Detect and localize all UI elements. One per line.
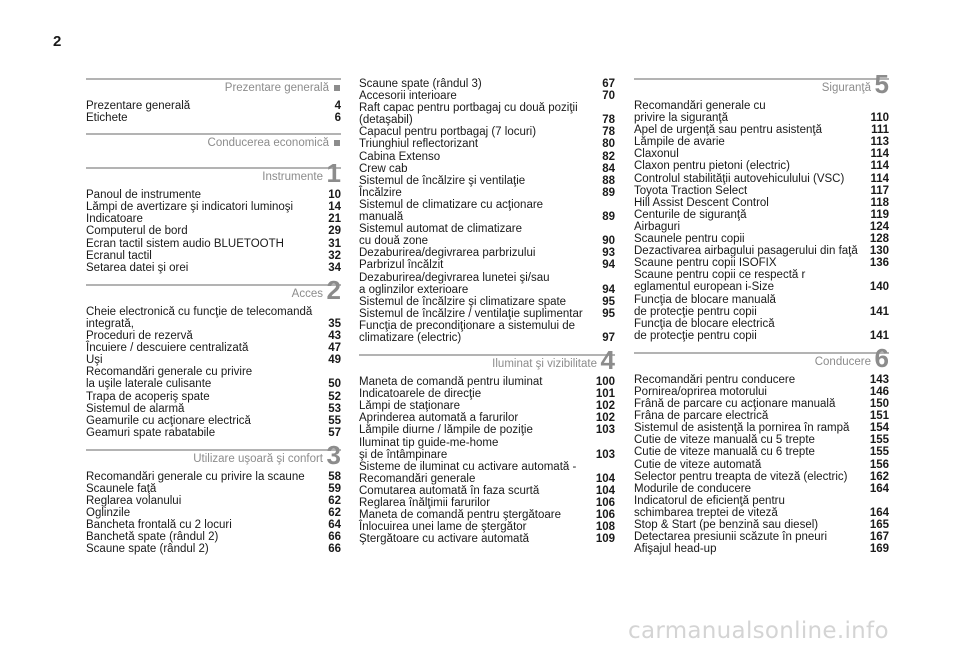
toc-entry-page: 114	[870, 148, 889, 161]
toc-entry[interactable]	[86, 238, 341, 250]
toc-entry-page: 78	[602, 126, 615, 139]
toc-entry-title: Centurile de siguranţă	[634, 208, 747, 221]
toc-entry-page: 6	[334, 112, 341, 125]
toc-entry-title: Toyota Traction Select	[634, 184, 748, 197]
toc-entry[interactable]	[86, 262, 341, 274]
toc-entry[interactable]	[634, 471, 889, 483]
toc-entry-title: Scaune pentru copii ISOFIX	[634, 257, 777, 270]
section-title: Siguranţă	[821, 82, 871, 94]
toc-entry-page: 32	[328, 249, 341, 262]
toc-entry[interactable]	[86, 201, 341, 213]
toc-entry-page: 49	[328, 354, 341, 367]
toc-entry-page: 156	[869, 458, 889, 471]
toc-entry[interactable]	[634, 124, 889, 136]
toc-entry-title: Geamuri spate rabatabile	[86, 426, 216, 439]
toc-list	[86, 100, 341, 124]
toc-entry-page: 70	[602, 90, 615, 103]
toc-entry-page: 62	[328, 495, 341, 508]
toc-entry[interactable]	[359, 259, 615, 271]
toc-entry[interactable]	[634, 209, 889, 221]
toc-entry[interactable]	[359, 163, 615, 175]
toc-entry-title: Uşi	[86, 354, 103, 367]
toc-entry-title: Computerul de bord	[86, 225, 188, 238]
toc-entry[interactable]	[634, 245, 889, 257]
toc-entry-title: Cutie de viteze manuală cu 5 trepte	[634, 434, 815, 447]
toc-entry[interactable]	[359, 424, 615, 436]
toc-entry-page: 169	[869, 543, 889, 556]
toc-entry[interactable]	[634, 531, 889, 543]
section-title: Acces	[291, 287, 323, 300]
toc-entry-page: 155	[869, 446, 889, 459]
section-number: 4	[600, 345, 615, 376]
toc-entry-page: 104	[595, 472, 615, 485]
toc-entry[interactable]	[86, 507, 341, 519]
toc-entry[interactable]	[359, 497, 615, 509]
toc-entry-title: Proceduri de rezervă	[86, 330, 193, 343]
toc-entry-page: 100	[595, 376, 615, 389]
toc-entry-page: 103	[595, 424, 615, 437]
toc-entry[interactable]	[359, 376, 615, 388]
toc-entry-page: 167	[869, 531, 889, 544]
toc-entry[interactable]	[86, 189, 341, 201]
toc-entry-title: Dezaburirea/degivrarea lunetei şi/sau a oglinzilor exterioare	[359, 271, 550, 296]
toc-entry[interactable]	[634, 410, 889, 422]
toc-entry-title: Setarea datei şi orei	[86, 261, 189, 274]
toc-entry[interactable]	[634, 386, 889, 398]
toc-entry-title: Scaune spate (rândul 3)	[359, 78, 482, 90]
toc-entry[interactable]	[359, 247, 615, 259]
toc-entry-title: Lămpile diurne / lămpile de poziţie	[359, 424, 533, 437]
toc-entry[interactable]	[86, 366, 341, 390]
toc-entry-title: Comutarea automată în faza scurtă	[359, 484, 540, 497]
toc-entry-page: 21	[328, 213, 341, 226]
toc-entry-page: 128	[869, 233, 889, 246]
toc-entry-title: Sistemul de climatizare cu acţionare manuală	[359, 198, 544, 224]
toc-entry-title: Maneta de comandă pentru ştergătoare	[359, 509, 562, 522]
toc-entry-title: Scaunele faţă	[86, 482, 157, 495]
toc-entry-title: Sistemul automat de climatizare cu două zone	[359, 223, 522, 248]
toc-entry[interactable]	[359, 308, 615, 320]
toc-entry-page: 57	[328, 426, 341, 439]
section-header	[359, 345, 615, 376]
toc-entry[interactable]	[86, 213, 341, 225]
toc-entry-title: Selector pentru treapta de viteză (electric)	[634, 470, 848, 483]
toc-entry[interactable]	[359, 199, 615, 223]
toc-entry-page: 89	[602, 211, 615, 224]
toc-section	[634, 69, 889, 342]
toc-entry-title: Scaunele pentru copii	[634, 233, 745, 246]
toc-entry[interactable]	[86, 415, 341, 427]
toc-entry-page: 14	[328, 201, 341, 214]
toc-entry[interactable]	[634, 269, 889, 293]
toc-entry-title: Recomandări pentru conducere	[634, 373, 796, 386]
toc-entry-page: 50	[328, 378, 341, 391]
toc-entry-page: 109	[595, 533, 615, 546]
toc-entry[interactable]	[359, 412, 615, 424]
toc-entry-title: Sistemul de încălzire / ventilaţie suplimentar	[359, 307, 583, 320]
toc-entry-title: Capacul pentru portbagaj (7 locuri)	[359, 126, 537, 139]
toc-entry-page: 114	[870, 160, 889, 173]
toc-entry[interactable]	[634, 398, 889, 410]
toc-entry[interactable]	[634, 221, 889, 233]
toc-section	[359, 345, 615, 546]
toc-entry-title: Lămpi de avertizare şi indicatori luminoşi	[86, 201, 294, 214]
toc-entry-title: Scaune pentru copii ce respectă r eglamentul european i-Size	[634, 269, 806, 294]
toc-entry[interactable]	[634, 197, 889, 209]
toc-entry[interactable]	[86, 543, 341, 555]
toc-entry[interactable]	[359, 272, 615, 296]
toc-entry-title: Ecranul tactil	[86, 249, 152, 262]
section-title: Prezentare generală	[224, 82, 329, 94]
toc-section	[634, 342, 889, 556]
toc-entry-page: 154	[869, 422, 889, 435]
toc-entry-title: Afişajul head-up	[634, 543, 717, 556]
toc-entry-page: 114	[870, 172, 889, 185]
toc-section	[86, 78, 341, 124]
toc-entry-page: 84	[602, 162, 615, 175]
toc-entry-page: 106	[595, 497, 615, 509]
toc-entry-title: Cutie de viteze manuală cu 6 trepte	[634, 446, 815, 459]
toc-entry[interactable]	[634, 446, 889, 458]
toc-entry[interactable]	[359, 175, 615, 187]
toc-entry-title: Parbrizul încălzit	[359, 259, 444, 272]
section-header	[86, 78, 341, 100]
toc-entry-title: Maneta de comandă pentru iluminat	[359, 376, 543, 389]
toc-entry-page: 55	[328, 414, 341, 427]
toc-entry-page: 146	[869, 385, 889, 398]
toc-entry[interactable]	[634, 374, 889, 386]
toc-list	[86, 306, 341, 439]
toc-entry-page: 110	[870, 112, 889, 125]
toc-entry[interactable]	[359, 151, 615, 163]
toc-entry-title: Prezentare generală	[86, 100, 191, 112]
toc-entry[interactable]	[86, 403, 341, 415]
toc-entry-title: Raft capac pentru portbagaj cu două poziţii (detaşabil)	[359, 102, 578, 127]
toc-entry-title: Lămpi de staţionare	[359, 400, 461, 413]
section-number: 2	[326, 274, 341, 305]
toc-entry-page: 31	[328, 237, 341, 250]
toc-entry-page: 78	[602, 114, 615, 127]
toc-entry-title: Trapa de acoperiş spate	[86, 390, 210, 403]
toc-entry-page: 35	[328, 317, 341, 330]
toc-entry[interactable]	[359, 521, 615, 533]
toc-entry-title: Accesorii interioare	[359, 90, 457, 103]
toc-entry-title: Crew cab	[359, 162, 408, 175]
toc-entry[interactable]	[634, 519, 889, 531]
toc-entry-title: Cutie de viteze automată	[634, 458, 762, 471]
toc-entry[interactable]	[634, 495, 889, 519]
toc-entry[interactable]	[359, 126, 615, 138]
toc-entry-page: 90	[602, 235, 615, 248]
toc-entry[interactable]	[359, 533, 615, 545]
toc-entry[interactable]	[359, 320, 615, 344]
toc-entry-title: Sistemul de asistenţă la pornirea în rampă	[634, 422, 850, 435]
toc-entry[interactable]	[86, 342, 341, 354]
toc-entry[interactable]	[86, 495, 341, 507]
toc-entry-title: Frâna de parcare electrică	[634, 410, 769, 423]
toc-entry-title: Panoul de instrumente	[86, 189, 202, 202]
section-square-icon	[334, 85, 340, 91]
toc-entry-title: Ştergătoare cu activare automată	[359, 533, 530, 546]
toc-entry-page: 165	[869, 519, 889, 531]
toc-entry[interactable]	[86, 330, 341, 342]
toc-entry-title: Sisteme de iluminat cu activare automată - Recomandări generale	[359, 460, 577, 485]
toc-entry-page: 117	[870, 184, 889, 197]
toc-entry-page: 82	[602, 150, 615, 163]
toc-entry-page: 102	[595, 412, 615, 425]
section-title: Conducere	[814, 355, 871, 368]
section-header	[634, 342, 889, 374]
toc-entry[interactable]	[359, 90, 615, 102]
toc-entry-page: 97	[602, 331, 615, 344]
toc-entry-title: Detectarea presiunii scăzute în pneuri	[634, 531, 828, 544]
toc-entry[interactable]	[359, 102, 615, 126]
toc-entry-page: 66	[328, 531, 341, 544]
toc-entry-title: Sistemul de încălzire şi climatizare spate	[359, 295, 567, 308]
toc-entry-page: 52	[328, 390, 341, 403]
toc-entry-page: 141	[869, 329, 889, 342]
toc-entry[interactable]	[634, 543, 889, 555]
toc-entry[interactable]	[359, 223, 615, 247]
toc-entry-page: 62	[328, 507, 341, 520]
toc-entry[interactable]	[359, 461, 615, 485]
toc-entry[interactable]	[359, 187, 615, 199]
toc-entry-title: Indicatoarele de direcţie	[359, 388, 482, 401]
toc-column-1	[86, 78, 341, 556]
toc-entry[interactable]	[359, 296, 615, 308]
watermark: carmanualsonline.info	[628, 618, 889, 644]
toc-entry[interactable]	[634, 257, 889, 269]
toc-entry[interactable]	[86, 250, 341, 262]
section-header	[86, 158, 341, 189]
toc-entry-page: 118	[870, 196, 889, 209]
toc-entry[interactable]	[359, 437, 615, 461]
toc-entry-title: Reglarea volanului	[86, 495, 182, 508]
toc-entry[interactable]	[86, 306, 341, 330]
toc-entry-page: 4	[334, 100, 341, 112]
toc-entry-page: 64	[328, 519, 341, 532]
toc-entry-title: Sistemul de alarmă	[86, 402, 185, 415]
toc-entry-title: Funcţia de blocare manuală de protecţie pentru copii	[634, 293, 776, 318]
toc-entry-page: 94	[602, 259, 615, 272]
toc-entry[interactable]	[359, 400, 615, 412]
toc-entry-title: Frână de parcare cu acţionare manuală	[634, 398, 836, 411]
toc-entry-page: 140	[869, 281, 889, 294]
toc-entry-title: Recomandări generale cu privire la scaune	[86, 470, 305, 483]
toc-entry-title: Funcţia de precondiţionare a sistemului de climatizare (electric)	[359, 319, 576, 344]
toc-entry-page: 143	[869, 373, 889, 386]
toc-entry-title: Controlul stabilităţii autovehiculului (VSC)	[634, 172, 845, 185]
toc-entry[interactable]	[634, 459, 889, 471]
page-number: 2	[53, 33, 62, 50]
toc-entry-title: Indicatorul de eficienţă pentru schimbarea treptei de viteză	[634, 494, 785, 519]
toc-entry-page: 67	[602, 78, 615, 90]
toc-entry-page: 124	[869, 220, 889, 233]
toc-entry[interactable]	[359, 509, 615, 521]
toc-entry-title: Cheie electronică cu funcţie de telecomandă integrată,	[86, 305, 313, 330]
toc-entry-title: Geamurile cu acţionare electrică	[86, 414, 251, 427]
toc-entry-title: Oglinzile	[86, 507, 131, 520]
toc-entry[interactable]	[86, 427, 341, 439]
toc-entry-title: Recomandări generale cu privire la siguranţă	[634, 100, 766, 125]
toc-entry-title: Ecran tactil sistem audio BLUETOOTH	[86, 237, 284, 250]
toc-entry[interactable]	[634, 160, 889, 172]
section-header	[86, 274, 341, 306]
toc-entry-title: Iluminat tip guide-me-home şi de întâmpinare	[359, 436, 499, 461]
toc-entry[interactable]	[86, 112, 341, 124]
toc-entry[interactable]	[359, 138, 615, 150]
section-title: Utilizare uşoară şi confort	[193, 452, 323, 465]
toc-entry[interactable]	[634, 173, 889, 185]
toc-entry-page: 34	[328, 261, 341, 274]
toc-entry-page: 10	[328, 189, 341, 202]
toc-entry-title: Încălzire	[359, 186, 402, 199]
toc-entry-title: Hill Assist Descent Control	[634, 196, 769, 209]
toc-list	[359, 376, 615, 545]
toc-entry[interactable]	[86, 519, 341, 531]
toc-entry-title: Sistemul de încălzire şi ventilaţie	[359, 174, 526, 187]
toc-entry-page: 95	[602, 307, 615, 320]
section-number: 5	[874, 69, 889, 99]
toc-entry-page: 164	[869, 482, 889, 495]
section-header	[634, 69, 889, 100]
toc-entry-page: 58	[328, 470, 341, 483]
toc-entry[interactable]	[86, 531, 341, 543]
toc-entry-page: 59	[328, 482, 341, 495]
toc-entry-page: 93	[602, 247, 615, 260]
toc-entry-title: Indicatoare	[86, 213, 143, 226]
toc-entry[interactable]	[86, 225, 341, 237]
section-header	[86, 133, 341, 155]
toc-entry[interactable]	[634, 136, 889, 148]
toc-section	[86, 133, 341, 155]
toc-entry-title: Banchetă spate (rândul 2)	[86, 531, 219, 544]
toc-entry[interactable]	[634, 294, 889, 318]
toc-entry[interactable]	[359, 78, 615, 90]
toc-entry[interactable]	[634, 100, 889, 124]
toc-entry-title: Cabina Extenso	[359, 150, 441, 163]
toc-entry-page: 141	[869, 305, 889, 318]
toc-entry-page: 136	[869, 257, 889, 270]
toc-section	[359, 78, 615, 344]
section-number: 6	[874, 342, 889, 373]
toc-entry[interactable]	[86, 354, 341, 366]
toc-entry[interactable]	[86, 100, 341, 112]
toc-entry-title: Încuiere / descuiere centralizată	[86, 342, 249, 355]
toc-entry-page: 89	[602, 186, 615, 199]
toc-entry[interactable]	[634, 185, 889, 197]
toc-section	[86, 158, 341, 274]
toc-entry[interactable]	[86, 483, 341, 495]
toc-entry-page: 103	[595, 448, 615, 461]
toc-entry-page: 88	[602, 174, 615, 187]
toc-entry-title: Triunghiul reflectorizant	[359, 138, 479, 151]
toc-entry[interactable]	[634, 318, 889, 342]
toc-entry-page: 162	[869, 470, 889, 483]
toc-entry[interactable]	[634, 148, 889, 160]
toc-entry-page: 47	[328, 342, 341, 355]
toc-entry-title: Dezaburirea/degivrarea parbrizului	[359, 247, 536, 260]
section-title: Instrumente	[262, 171, 323, 184]
toc-entry-title: Dezactivarea airbagului pasagerului din faţă	[634, 245, 858, 258]
toc-entry-title: Scaune spate (rândul 2)	[86, 543, 209, 556]
toc-entry-page: 53	[328, 402, 341, 415]
toc-entry-page: 106	[595, 509, 615, 522]
toc-entry-title: Aprinderea automată a farurilor	[359, 412, 519, 425]
section-header	[86, 439, 341, 471]
toc-entry[interactable]	[634, 233, 889, 245]
toc-entry-title: Pornirea/oprirea motorului	[634, 385, 767, 398]
toc-entry-page: 150	[869, 398, 889, 411]
toc-entry-page: 164	[869, 506, 889, 519]
toc-entry[interactable]	[86, 471, 341, 483]
section-number: 1	[326, 158, 341, 189]
toc-entry[interactable]	[86, 391, 341, 403]
section-square-icon	[334, 140, 340, 146]
toc-column-2	[359, 78, 615, 545]
toc-entry-page: 113	[870, 136, 889, 149]
toc-entry-title: Înlocuirea unei lame de ştergător	[359, 521, 527, 534]
toc-entry-page: 29	[328, 225, 341, 238]
toc-entry-title: Stop & Start (pe benzină sau diesel)	[634, 519, 819, 531]
toc-entry-page: 102	[595, 400, 615, 413]
section-title: Iluminat şi vizibilitate	[492, 358, 597, 371]
toc-entry-page: 108	[595, 521, 615, 534]
toc-column-3	[634, 69, 889, 556]
toc-list	[634, 374, 889, 555]
section-number: 3	[326, 439, 341, 470]
toc-entry-page: 104	[595, 484, 615, 497]
toc-entry[interactable]	[634, 434, 889, 446]
toc-entry-title: Apel de urgenţă sau pentru asistenţă	[634, 124, 822, 137]
toc-entry-title: Etichete	[86, 112, 128, 125]
toc-entry-page: 80	[602, 138, 615, 151]
toc-list	[359, 78, 615, 344]
toc-entry[interactable]	[634, 483, 889, 495]
toc-entry-page: 119	[870, 208, 889, 221]
toc-entry-title: Funcţia de blocare electrică de protecţie pentru copii	[634, 317, 775, 342]
toc-entry-title: Modurile de conducere	[634, 482, 751, 495]
toc-entry-page: 94	[602, 283, 615, 296]
toc-entry-title: Airbaguri	[634, 220, 681, 233]
toc-section	[86, 439, 341, 556]
toc-entry-page: 95	[602, 295, 615, 308]
toc-entry-title: Reglarea înălţimii farurilor	[359, 497, 491, 509]
toc-section	[86, 274, 341, 439]
toc-entry-page: 43	[328, 330, 341, 343]
toc-list	[86, 189, 341, 274]
section-title: Conducerea economică	[207, 137, 329, 150]
toc-entry[interactable]	[359, 485, 615, 497]
toc-entry-page: 111	[871, 124, 889, 137]
toc-entry-title: Bancheta frontală cu 2 locuri	[86, 519, 232, 532]
toc-entry-page: 130	[869, 245, 889, 258]
toc-entry-page: 66	[328, 543, 341, 556]
toc-entry-title: Recomandări generale cu privire la uşile laterale culisante	[86, 366, 253, 391]
toc-entry[interactable]	[359, 388, 615, 400]
toc-list	[86, 471, 341, 556]
toc-entry[interactable]	[634, 422, 889, 434]
toc-list	[634, 100, 889, 342]
toc-entry-title: Claxonul	[634, 148, 679, 161]
toc-entry-page: 101	[595, 388, 615, 401]
toc-entry-title: Claxon pentru pietoni (electric)	[634, 160, 790, 173]
toc-entry-page: 151	[869, 410, 889, 423]
toc-entry-page: 155	[869, 434, 889, 447]
toc-entry-title: Lămpile de avarie	[634, 136, 725, 149]
